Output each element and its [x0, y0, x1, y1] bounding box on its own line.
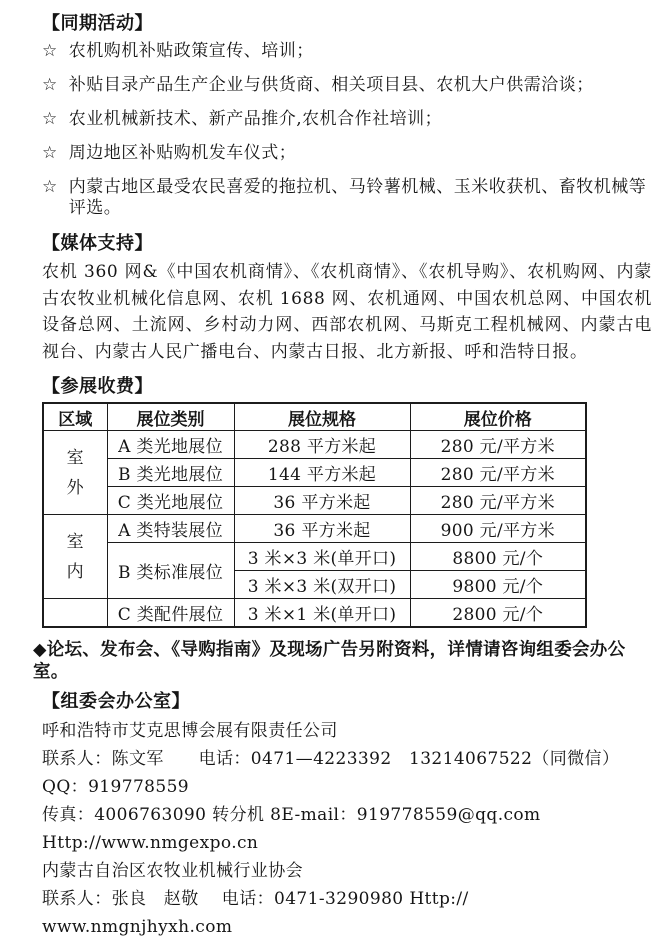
category-cell: B 类标准展位: [107, 543, 234, 599]
section-heading-fees: 【参展收费】: [42, 376, 153, 396]
section-heading-media: 【媒体支持】: [42, 233, 153, 253]
activity-item: [42, 177, 652, 219]
section-heading-office: 【组委会办公室】: [42, 691, 190, 711]
activity-item: [42, 75, 652, 96]
header-cell-spec: 展位规格: [234, 403, 410, 431]
fees-note-line: ◆论坛、发布会、《导购指南》及现场广告另附资料，详情请咨询组委会办公室。: [33, 639, 626, 681]
star-icon: ☆: [42, 143, 58, 163]
table-row: [43, 515, 586, 543]
star-icon: ☆: [42, 109, 58, 129]
category-cell: A 类特装展位: [107, 515, 234, 543]
price-cell: 280 元/平方米: [410, 431, 586, 459]
office-association-name: 内蒙古自治区农牧业机械行业协会: [42, 861, 303, 881]
spec-cell: 288 平方米起: [234, 431, 410, 459]
header-cell-category: 展位类别: [107, 403, 234, 431]
price-cell: 280 元/平方米: [410, 487, 586, 515]
zone-text: 室内: [66, 531, 84, 582]
activity-item: [42, 109, 652, 130]
activity-item-text: 补贴目录产品生产企业与供货商、相关项目县、农机大户供需洽谈；: [68, 75, 594, 95]
price-cell: 280 元/平方米: [410, 459, 586, 487]
star-icon: ☆: [42, 75, 58, 95]
category-cell: B 类光地展位: [107, 459, 234, 487]
table-row: [43, 599, 586, 628]
zone-cell-outdoor: [43, 431, 107, 515]
activity-item: [42, 41, 652, 62]
activities-list: [42, 41, 652, 219]
price-cell: 2800 元/个: [410, 599, 586, 628]
exhibition-fees-table: [42, 402, 587, 628]
media-support-paragraph: 农机 360 网&《中国农机商情》、《农机商情》、《农机导购》、农机购网、内蒙古农牧业机械化信息网、农机 1688 网、农机通网、中国农机总网、中国农机设备总网、土流网、乡村动力网、西部农机网、马斯克工程机械网、内蒙古电视台、内蒙古人民广播电台、内蒙古日报、北方新报、呼和浩特日报。: [42, 262, 652, 362]
price-cell: 900 元/平方米: [410, 515, 586, 543]
spec-cell: 3 米×3 米(双开口): [234, 571, 410, 599]
activity-item: [42, 143, 652, 164]
activity-item-text: 周边地区补贴购机发车仪式；: [68, 143, 297, 163]
spec-cell: 36 平方米起: [234, 515, 410, 543]
office-contact-line: 联系人：陈文军 电话：0471—4223392 13214067522（同微信） QQ：919778559: [42, 749, 635, 797]
price-cell: 8800 元/个: [410, 543, 586, 571]
office-contact-line-2: 联系人：张良 赵敬 电话：0471-3290980 Http:// www.nmgnjhyxh.com: [42, 889, 475, 937]
spec-cell: 3 米×1 米(单开口): [234, 599, 410, 628]
office-company-name: 呼和浩特市艾克思博会展有限责任公司: [42, 721, 338, 741]
table-row: [43, 459, 586, 487]
office-fax-email-line: 传真：4006763090 转分机 8E-mail：919778559@qq.com Http://www.nmgexpo.cn: [42, 805, 547, 853]
zone-text: 室外: [66, 447, 84, 498]
table-row: [43, 543, 586, 571]
price-cell: 9800 元/个: [410, 571, 586, 599]
table-row: [43, 487, 586, 515]
header-cell-zone: 区域: [43, 403, 107, 431]
spec-cell: 144 平方米起: [234, 459, 410, 487]
category-cell: C 类配件展位: [107, 599, 234, 628]
zone-cell-empty: [43, 599, 107, 628]
activity-item-text: 内蒙古地区最受农民喜爱的拖拉机、马铃薯机械、玉米收获机、畜牧机械等评选。: [68, 177, 647, 218]
star-icon: ☆: [42, 41, 58, 61]
category-cell: C 类光地展位: [107, 487, 234, 515]
section-heading-activities: 【同期活动】: [42, 13, 153, 33]
header-cell-price: 展位价格: [410, 403, 586, 431]
activity-item-text: 农机购机补贴政策宣传、培训；: [68, 41, 314, 61]
category-cell: A 类光地展位: [107, 431, 234, 459]
table-row: [43, 431, 586, 459]
star-icon: ☆: [42, 177, 58, 197]
spec-cell: 3 米×3 米(单开口): [234, 543, 410, 571]
zone-cell-indoor: [43, 515, 107, 599]
spec-cell: 36 平方米起: [234, 487, 410, 515]
activity-item-text: 农业机械新技术、新产品推介,农机合作社培训；: [68, 109, 443, 129]
table-header-row: [43, 403, 586, 431]
